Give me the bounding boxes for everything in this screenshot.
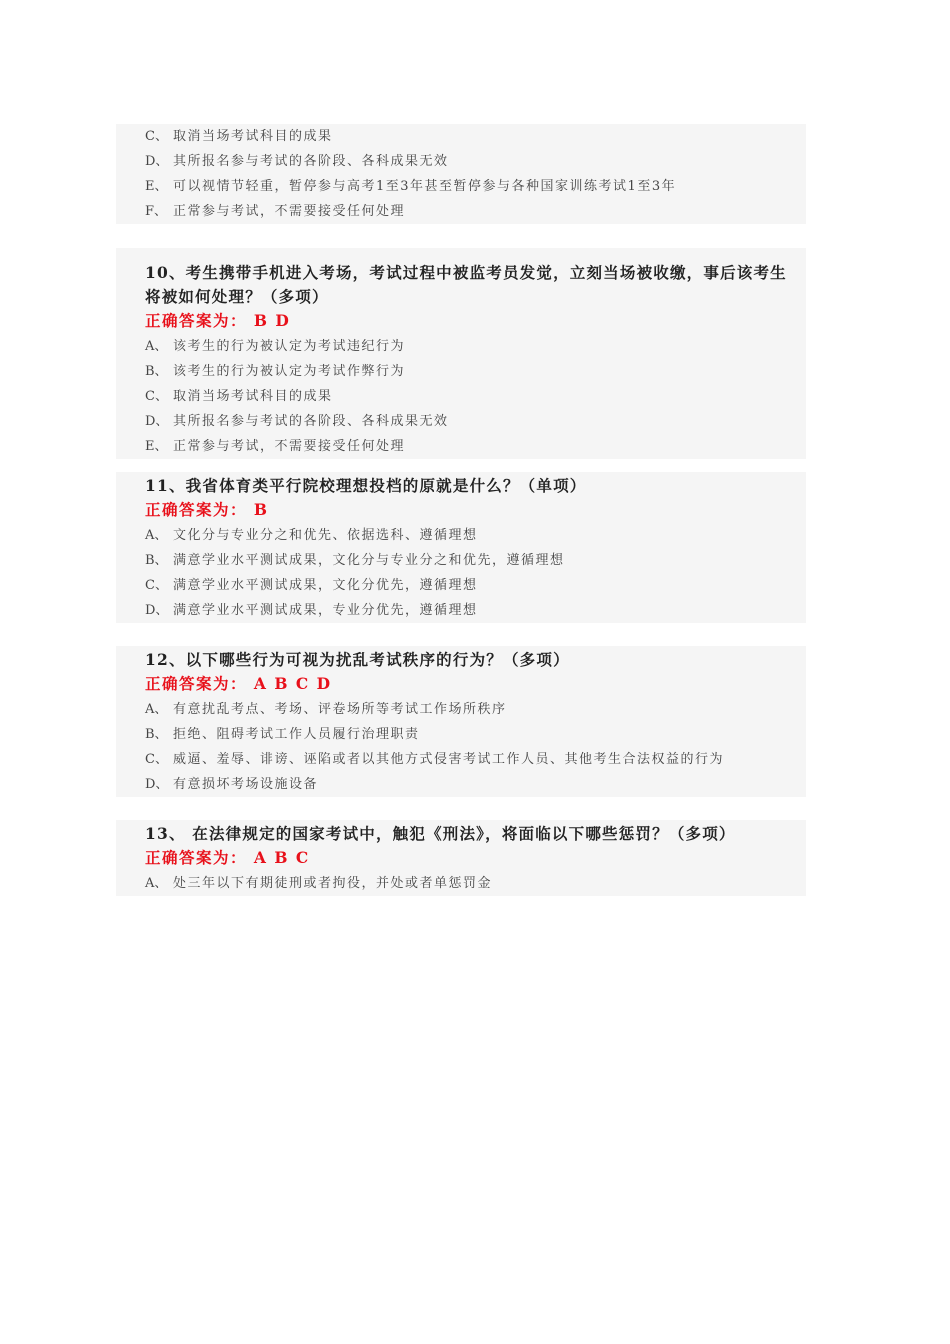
answer-prefix: 正确答案为： bbox=[145, 848, 248, 867]
option-text: 有意损坏考场设施设备 bbox=[173, 777, 319, 792]
option-letter: C、 bbox=[145, 578, 168, 593]
option-text: 可以视情节轻重，暂停参与高考1至3年甚至暂停参与各种国家训练考试1至3年 bbox=[173, 179, 677, 194]
option-a bbox=[116, 523, 806, 548]
option-letter: A、 bbox=[145, 528, 168, 543]
option-d bbox=[116, 409, 806, 434]
option-a bbox=[116, 334, 806, 359]
answer-value: B D bbox=[253, 311, 291, 330]
option-text: 正常参与考试，不需要接受任何处理 bbox=[173, 204, 406, 219]
option-letter: D、 bbox=[145, 777, 169, 792]
question-title: 10、考生携带手机进入考场，考试过程中被监考员发觉，立刻当场被收缴，事后该考生将被如何处理？（多项） bbox=[145, 263, 787, 306]
question-13 bbox=[116, 820, 806, 896]
answer-prefix: 正确答案为： bbox=[145, 311, 248, 330]
option-a bbox=[116, 871, 806, 896]
option-letter: E、 bbox=[145, 179, 168, 194]
option-letter: A、 bbox=[145, 339, 168, 354]
option-text: 其所报名参与考试的各阶段、各科成果无效 bbox=[173, 414, 449, 429]
option-text: 该考生的行为被认定为考试作弊行为 bbox=[173, 364, 406, 379]
option-letter: F、 bbox=[145, 204, 168, 219]
answer-prefix: 正确答案为： bbox=[145, 500, 248, 519]
option-text: 满意学业水平测试成果，专业分优先，遵循理想 bbox=[173, 603, 478, 618]
correct-answer bbox=[116, 846, 806, 871]
option-letter: D、 bbox=[145, 603, 169, 618]
answer-value: B bbox=[253, 500, 269, 519]
option-c bbox=[116, 573, 806, 598]
question-title: 12、以下哪些行为可视为扰乱考试秩序的行为？（多项） bbox=[145, 650, 570, 669]
question-10 bbox=[116, 248, 806, 459]
option-text: 威逼、羞辱、诽谤、诬陷或者以其他方式侵害考试工作人员、其他考生合法权益的行为 bbox=[173, 752, 725, 767]
option-letter: D、 bbox=[145, 154, 169, 169]
option-letter: B、 bbox=[145, 364, 168, 379]
option-c bbox=[116, 124, 806, 149]
option-letter: C、 bbox=[145, 129, 168, 144]
option-a bbox=[116, 697, 806, 722]
option-d bbox=[116, 598, 806, 623]
option-text: 有意扰乱考点、考场、评卷场所等考试工作场所秩序 bbox=[173, 702, 507, 717]
option-letter: B、 bbox=[145, 553, 168, 568]
option-letter: A、 bbox=[145, 702, 168, 717]
option-text: 文化分与专业分之和优先、依据选科、遵循理想 bbox=[173, 528, 478, 543]
option-d bbox=[116, 772, 806, 797]
answer-value: A B C D bbox=[253, 674, 332, 693]
correct-answer bbox=[116, 498, 806, 523]
correct-answer bbox=[116, 672, 806, 697]
option-e bbox=[116, 434, 806, 459]
option-d bbox=[116, 149, 806, 174]
question-9-continuation bbox=[116, 124, 806, 224]
answer-value: A B C bbox=[253, 848, 310, 867]
option-f bbox=[116, 199, 806, 224]
option-c bbox=[116, 747, 806, 772]
option-text: 取消当场考试科目的成果 bbox=[173, 389, 333, 404]
option-letter: A、 bbox=[145, 876, 168, 891]
option-letter: C、 bbox=[145, 389, 168, 404]
option-b bbox=[116, 722, 806, 747]
option-e bbox=[116, 174, 806, 199]
answer-prefix: 正确答案为： bbox=[145, 674, 248, 693]
option-text: 该考生的行为被认定为考试违纪行为 bbox=[173, 339, 406, 354]
option-c bbox=[116, 384, 806, 409]
option-text: 拒绝、阻碍考试工作人员履行治理职责 bbox=[173, 727, 420, 742]
option-letter: B、 bbox=[145, 727, 168, 742]
option-letter: E、 bbox=[145, 439, 168, 454]
option-text: 处三年以下有期徒刑或者拘役，并处或者单惩罚金 bbox=[173, 876, 493, 891]
option-letter: C、 bbox=[145, 752, 168, 767]
option-text: 满意学业水平测试成果，文化分优先，遵循理想 bbox=[173, 578, 478, 593]
question-title: 11、我省体育类平行院校理想投档的原就是什么？（单项） bbox=[145, 476, 587, 495]
question-11 bbox=[116, 472, 806, 623]
question-title: 13、 在法律规定的国家考试中，触犯《刑法》，将面临以下哪些惩罚？（多项） bbox=[145, 824, 736, 843]
option-text: 正常参与考试，不需要接受任何处理 bbox=[173, 439, 406, 454]
option-text: 满意学业水平测试成果，文化分与专业分之和优先，遵循理想 bbox=[173, 553, 565, 568]
question-12 bbox=[116, 646, 806, 797]
option-b bbox=[116, 548, 806, 573]
option-text: 其所报名参与考试的各阶段、各科成果无效 bbox=[173, 154, 449, 169]
option-b bbox=[116, 359, 806, 384]
option-text: 取消当场考试科目的成果 bbox=[173, 129, 333, 144]
option-letter: D、 bbox=[145, 414, 169, 429]
correct-answer bbox=[116, 309, 806, 334]
